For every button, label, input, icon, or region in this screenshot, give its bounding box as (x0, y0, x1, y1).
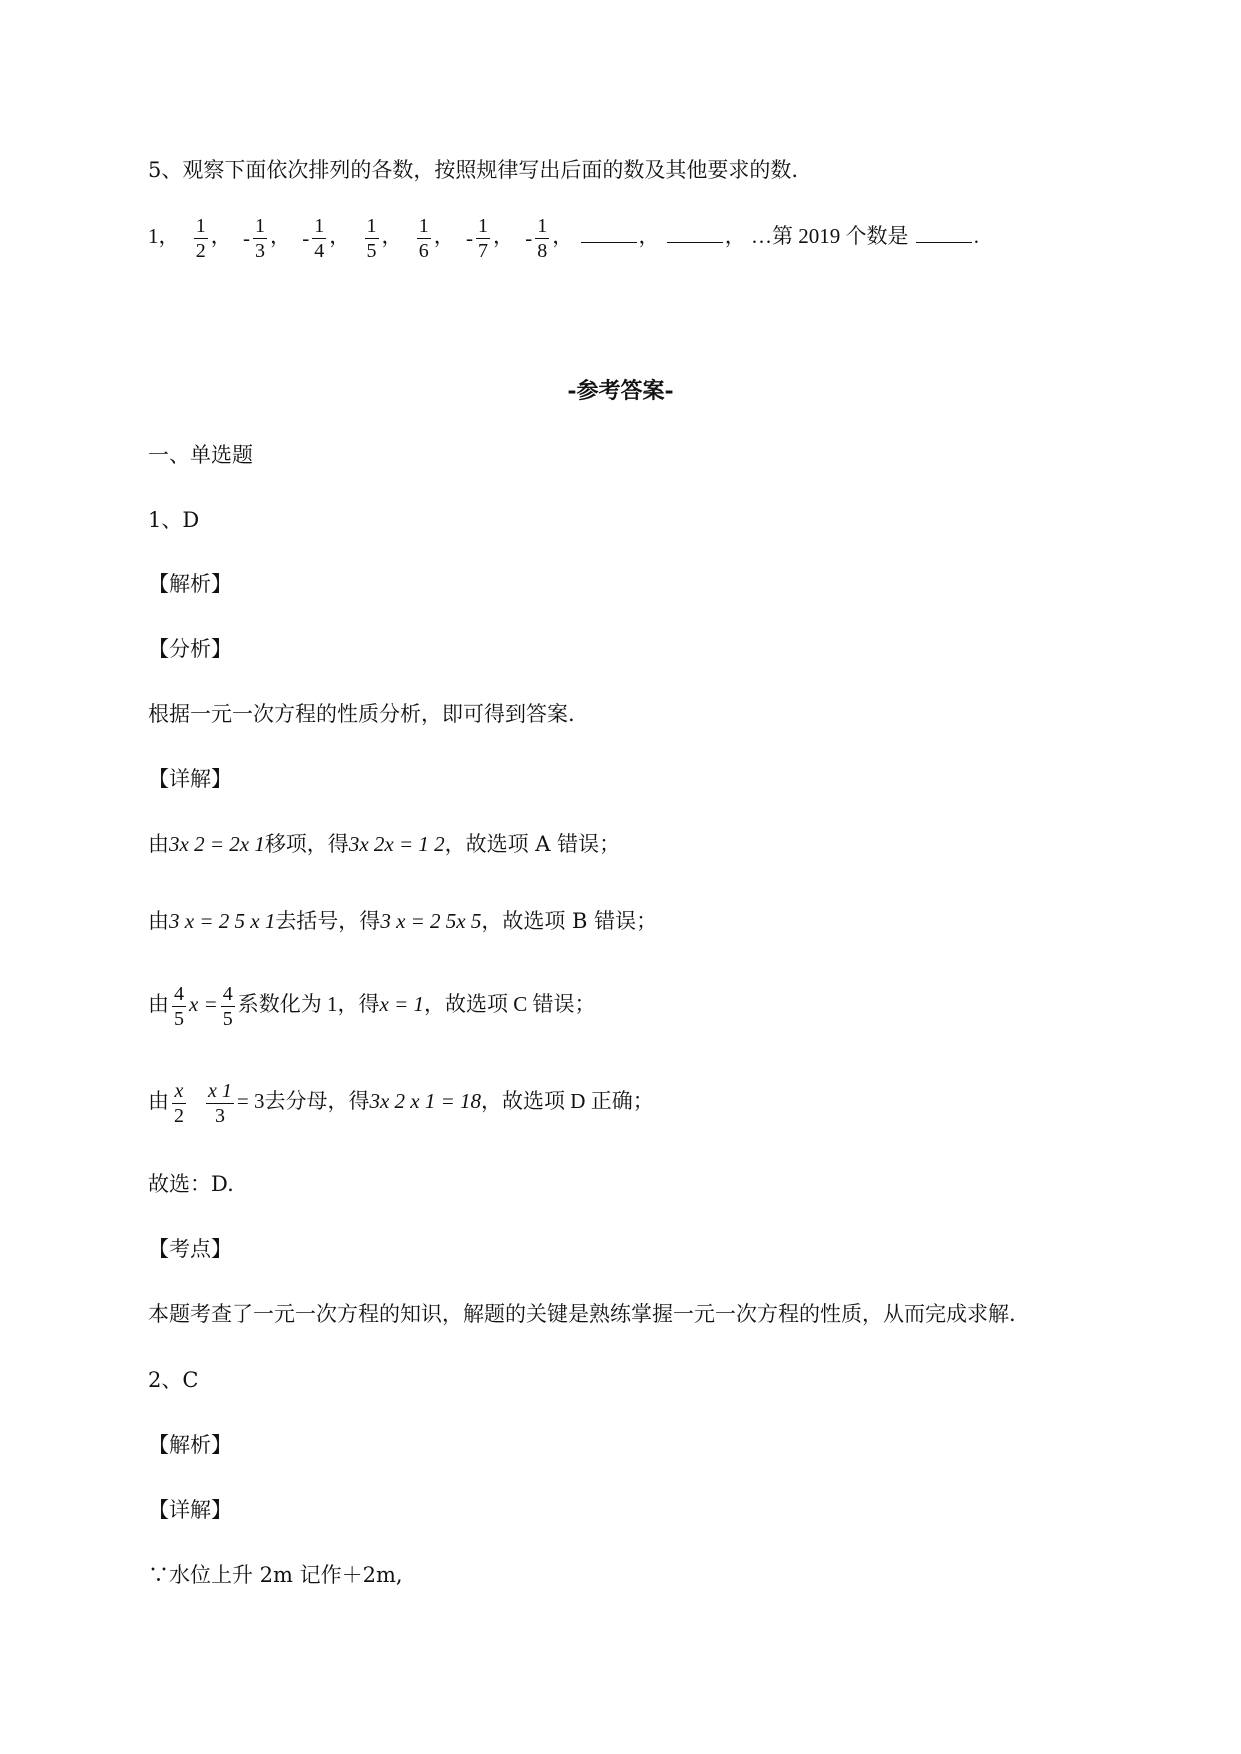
question-5-sequence: 1， $\frac{1}{2}$ ， - $\frac{1}{3}$ ， - $\frac{1}{4}$ ， $\frac{1}{5}$ ， $\frac{1}{6}$ ， - $\frac{1}{7}$ ， - $\frac{1}{8}$ ， ， ， …第 2019 个数是 . (148, 214, 979, 262)
answers-title: -参考答案- (567, 378, 674, 404)
answer-blank-1[interactable] (581, 224, 637, 243)
tag-xiangjie-2: 【详解】 (148, 1498, 232, 1522)
kaodian-text: 本题考查了一元一次方程的知识，解题的关键是熟练掌握一元一次方程的性质，从而完成求解. (148, 1302, 1016, 1326)
tag-jiexi-2: 【解析】 (148, 1433, 232, 1457)
seq-frac: - $\frac{1}{7}$ ， (466, 214, 514, 262)
explanation-line-b: 由3 x = 2 5 x 1去括号，得3 x = 2 5x 5，故选项 B 错误； (148, 909, 658, 933)
seq-frac: - $\frac{1}{4}$ ， (302, 214, 351, 262)
explanation-line-a: 由3x 2 = 2x 1移项，得3x 2x = 1 2，故选项 A 错误； (148, 832, 621, 856)
seq-frac: $\frac{1}{2}$ ， (195, 214, 232, 262)
explanation-last-line: ∵水位上升 2m 记作＋2m, (148, 1563, 403, 1587)
seq-tail: …第 2019 个数是 (751, 224, 909, 248)
equation: 3x 2x = 1 2 (348, 832, 445, 856)
equation: 3 x = 2 5x 5 (380, 909, 482, 933)
explanation-line-d: 由 $\frac{x}{2}$ $\frac{x 1}{3}$ = 3去分母，得3x 2 x 1 = 18，故选项 D 正确； (148, 1079, 654, 1127)
answer-blank-2[interactable] (667, 224, 723, 243)
tag-kaodian: 【考点】 (148, 1237, 232, 1261)
tag-jiexi: 【解析】 (148, 572, 232, 596)
question-5-prompt: 5、观察下面依次排列的各数，按照规律写出后面的数及其他要求的数. (148, 158, 799, 182)
equation: 3x 2 = 2x 1 (169, 832, 265, 856)
answer-blank-3[interactable] (916, 224, 972, 243)
tag-fenxi: 【分析】 (148, 637, 232, 661)
section-heading: 一、单选题 (148, 443, 253, 467)
answer-2: 2、C (148, 1368, 199, 1392)
seq-frac: $\frac{1}{5}$ ， (366, 214, 403, 262)
fenxi-text: 根据一元一次方程的性质分析，即可得到答案. (148, 702, 575, 726)
explanation-line-c: 由 $\frac{4}{5}$ x = $\frac{4}{5}$ 系数化为 1，得x = 1，故选项 C 错误； (148, 982, 596, 1030)
seq-first: 1， (148, 224, 180, 248)
seq-frac: - $\frac{1}{3}$ ， (243, 214, 291, 262)
answer-1: 1、D (148, 508, 200, 532)
seq-frac: $\frac{1}{6}$ ， (418, 214, 455, 262)
tag-xiangjie: 【详解】 (148, 767, 232, 791)
seq-frac: - $\frac{1}{8}$ ， (525, 214, 574, 262)
equation: 3 x = 2 5 x 1 (169, 909, 276, 933)
conclusion: 故选：D. (148, 1172, 234, 1196)
